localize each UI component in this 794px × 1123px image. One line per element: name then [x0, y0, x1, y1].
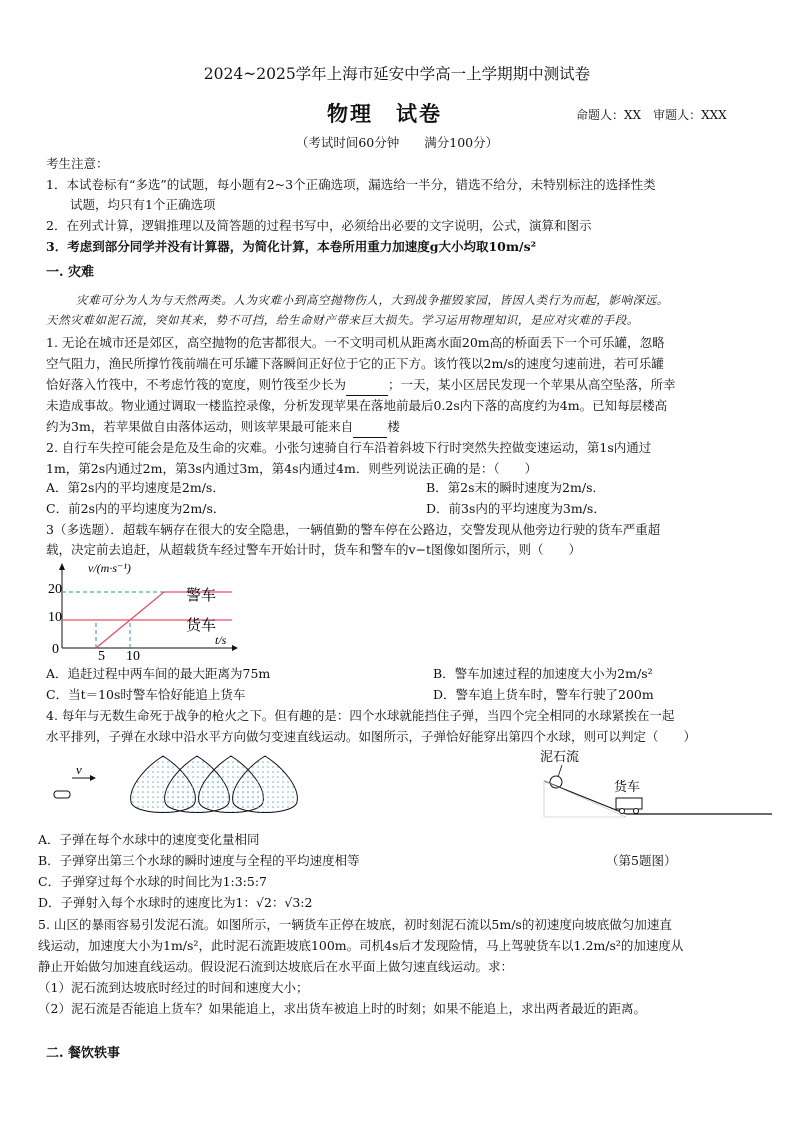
- q3-option-c[interactable]: C．当t＝10s时警车恰好能追上货车: [46, 687, 246, 702]
- y-tick-10: 10: [48, 610, 62, 625]
- figure-5-caption: （第5题图）: [606, 853, 677, 868]
- exam-info: （考试时间60分钟 满分100分）: [295, 135, 499, 150]
- x-tick-10: 10: [126, 649, 140, 660]
- q5-part-2: （2）泥石流是否能追上货车？如果能追上，求出货车被追上时的时刻；如果不能追上，求出两者最近的距离。: [38, 1001, 646, 1016]
- q1-line-5: [46, 417, 752, 438]
- q2-option-a[interactable]: A．第2s内的平均速度是2m/s．: [46, 480, 225, 495]
- notice-item-2: 2．在列式计算，逻辑推理以及简答题的过程书写中，必须给出必要的文字说明，公式，演算和图示: [46, 218, 592, 233]
- velocity-arrowhead: [90, 775, 96, 781]
- section-1-intro-2: 天然灾难如泥石流，突如其来，势不可挡，给生命财产带来巨大损失。学习运用物理知识，是应对灾难的手段。: [46, 313, 639, 327]
- section-1-heading: 一. 灾难: [46, 265, 95, 280]
- x-axis-label: t/s: [215, 633, 227, 647]
- mudslide-label: 泥石流: [540, 749, 580, 764]
- y-tick-20: 20: [48, 582, 62, 597]
- q3-option-d[interactable]: D．警车追上货车时，警车行驶了200m: [433, 687, 654, 702]
- q4-option-b[interactable]: B．子弹穿出第三个水球的瞬时速度与全程的平均速度相等: [38, 853, 360, 868]
- notice-item-1: 1．本试卷标有“多选”的试题，每小题有2~3个正确选项，漏选给一半分，错选不给分，未特别标注的选择性类: [46, 177, 656, 192]
- section-1-intro-1: 灾难可分为人为与天然两类。人为灾难小到高空抛物伤人，大到战争摧毁家园，皆因人类行为而起，影响深远。: [76, 293, 669, 307]
- vt-chart: [40, 560, 240, 660]
- y-tick-0: 0: [52, 642, 59, 657]
- q3-stem-2: 载，决定前去追赶，从超载货车经过警车开始计时，货车和警车的v−t图像如图所示，则（ ）: [46, 542, 582, 557]
- q1-text-a: 恰好落入竹筏中，不考虑竹筏的宽度，则竹筏至少长为: [46, 377, 347, 392]
- q2-option-c[interactable]: C．前2s内的平均速度为2m/s．: [46, 501, 226, 516]
- notice-item-3: 3．考虑到部分同学并没有计算器，为简化计算，本卷所用重力加速度g大小均取10m/s²: [46, 239, 537, 254]
- q1-line-2: 空气阻力，渔民所撑竹筏前端在可乐罐下落瞬间正好位于它的正下方。该竹筏以2m/s的速度匀速前进，若可乐罐: [46, 356, 664, 371]
- y-axis-arrow: [59, 563, 65, 570]
- authors: 命题人：XX 审题人：XXX: [576, 108, 727, 122]
- q2-stem-2: 1m，第2s内通过2m，第3s内通过3m，第4s内通过4m．则些列说法正确的是：（ ）: [46, 461, 538, 476]
- y-axis-label: v/(m·s⁻¹): [88, 561, 131, 575]
- q1-answer-blank-1[interactable]: [346, 375, 388, 396]
- truck-icon: [616, 798, 642, 814]
- notice-heading: 考生注意：: [46, 156, 109, 171]
- q1-answer-blank-2[interactable]: [353, 417, 387, 438]
- q3-option-b[interactable]: B．警车加速过程的加速度大小为2m/s²: [433, 666, 653, 681]
- q2-option-b[interactable]: B．第2s末的瞬时速度为2m/s．: [426, 480, 605, 495]
- q4-option-d[interactable]: D．子弹射入每个水球时的速度比为1：√2：√3:2: [38, 895, 313, 910]
- q1-text-d: 楼: [387, 419, 400, 434]
- exam-title: 2024~2025学年上海市延安中学高一上学期期中测试卷: [203, 65, 591, 83]
- q4-stem-1: 4. 每年与无数生命死于战争的枪火之下。但有趣的是：四个水球就能挡住子弹，当四个完全相同的水球紧挨在一起: [46, 708, 675, 723]
- subject-title: 物理 试卷: [327, 101, 442, 126]
- q4-stem-2: 水平排列，子弹在水球中沿水平方向做匀变速直线运动。如图所示，子弹恰好能穿出第四个水球，则可以判定（ ）: [46, 729, 697, 744]
- velocity-label: v: [76, 762, 82, 777]
- water-balls-figure: [46, 750, 326, 820]
- notice-item-1-cont: 试题，均只有1个正确选项: [70, 197, 216, 212]
- q1-text-c: 约为3m，若苹果做自由落体运动，则该苹果最可能来自: [46, 419, 354, 434]
- q3-option-a[interactable]: A．追赶过程中两车间的最大距离为75m: [46, 666, 271, 681]
- q4-option-c[interactable]: C．子弹穿过每个水球的时间比为1:3:5:7: [38, 874, 268, 889]
- series-label-truck: 货车: [186, 618, 217, 634]
- series-label-police: 警车: [186, 588, 217, 604]
- q2-option-d[interactable]: D．前3s内的平均速度为3m/s．: [426, 501, 606, 516]
- q2-stem-1: 2. 自行车失控可能会是危及生命的灾难。小张匀速骑自行车沿着斜坡下行时突然失控做变速运动，第1s内通过: [46, 440, 652, 455]
- section-2-heading: 二. 餐饮轶事: [46, 1046, 121, 1061]
- q4-option-a[interactable]: A．子弹在每个水球中的速度变化量相同: [38, 832, 260, 847]
- q5-stem-2: 线运动，加速度大小为1m/s²，此时泥石流距坡底100m。司机4s后才发现险情，马上驾驶货车以1.2m/s²的加速度从: [38, 938, 684, 953]
- truck-label: 货车: [614, 779, 641, 794]
- q1-line-1: 1. 无论在城市还是郊区，高空抛物的危害都很大。一不文明司机从距离水面20m高的桥面丢下一个可乐罐，忽略: [46, 335, 665, 350]
- q1-line-3: [46, 375, 752, 396]
- q5-part-1: （1）泥石流到达坡底时经过的时间和速度大小；: [38, 980, 309, 995]
- q5-stem-1: 5. 山区的暴雨容易引发泥石流。如图所示，一辆货车正停在坡底，初时刻泥石流以5m/s的初速度向坡底做匀加速直: [38, 917, 672, 932]
- bullet-icon: [54, 791, 70, 798]
- q3-stem-1: 3（多选题）．超载车辆存在很大的安全隐患，一辆值勤的警车停在公路边，交警发现从他旁边行驶的货车严重超: [46, 522, 661, 537]
- x-axis-arrow: [232, 645, 238, 651]
- q1-line-4: 未造成事故。物业通过调取一楼监控录像，分析发现苹果在落地前最后0.2s内下落的高度约为4m。已知每层楼高: [46, 398, 668, 413]
- q1-text-b: ；一天，某小区居民发现一个苹果从高空坠落，所幸: [388, 377, 676, 392]
- mudslide-pointer: [558, 765, 562, 777]
- q5-stem-3: 静止开始做匀加速直线运动。假设泥石流到达坡底后在水平面上做匀速直线运动。求：: [38, 959, 514, 974]
- mudslide-figure: [536, 745, 776, 825]
- x-tick-5: 5: [98, 649, 105, 660]
